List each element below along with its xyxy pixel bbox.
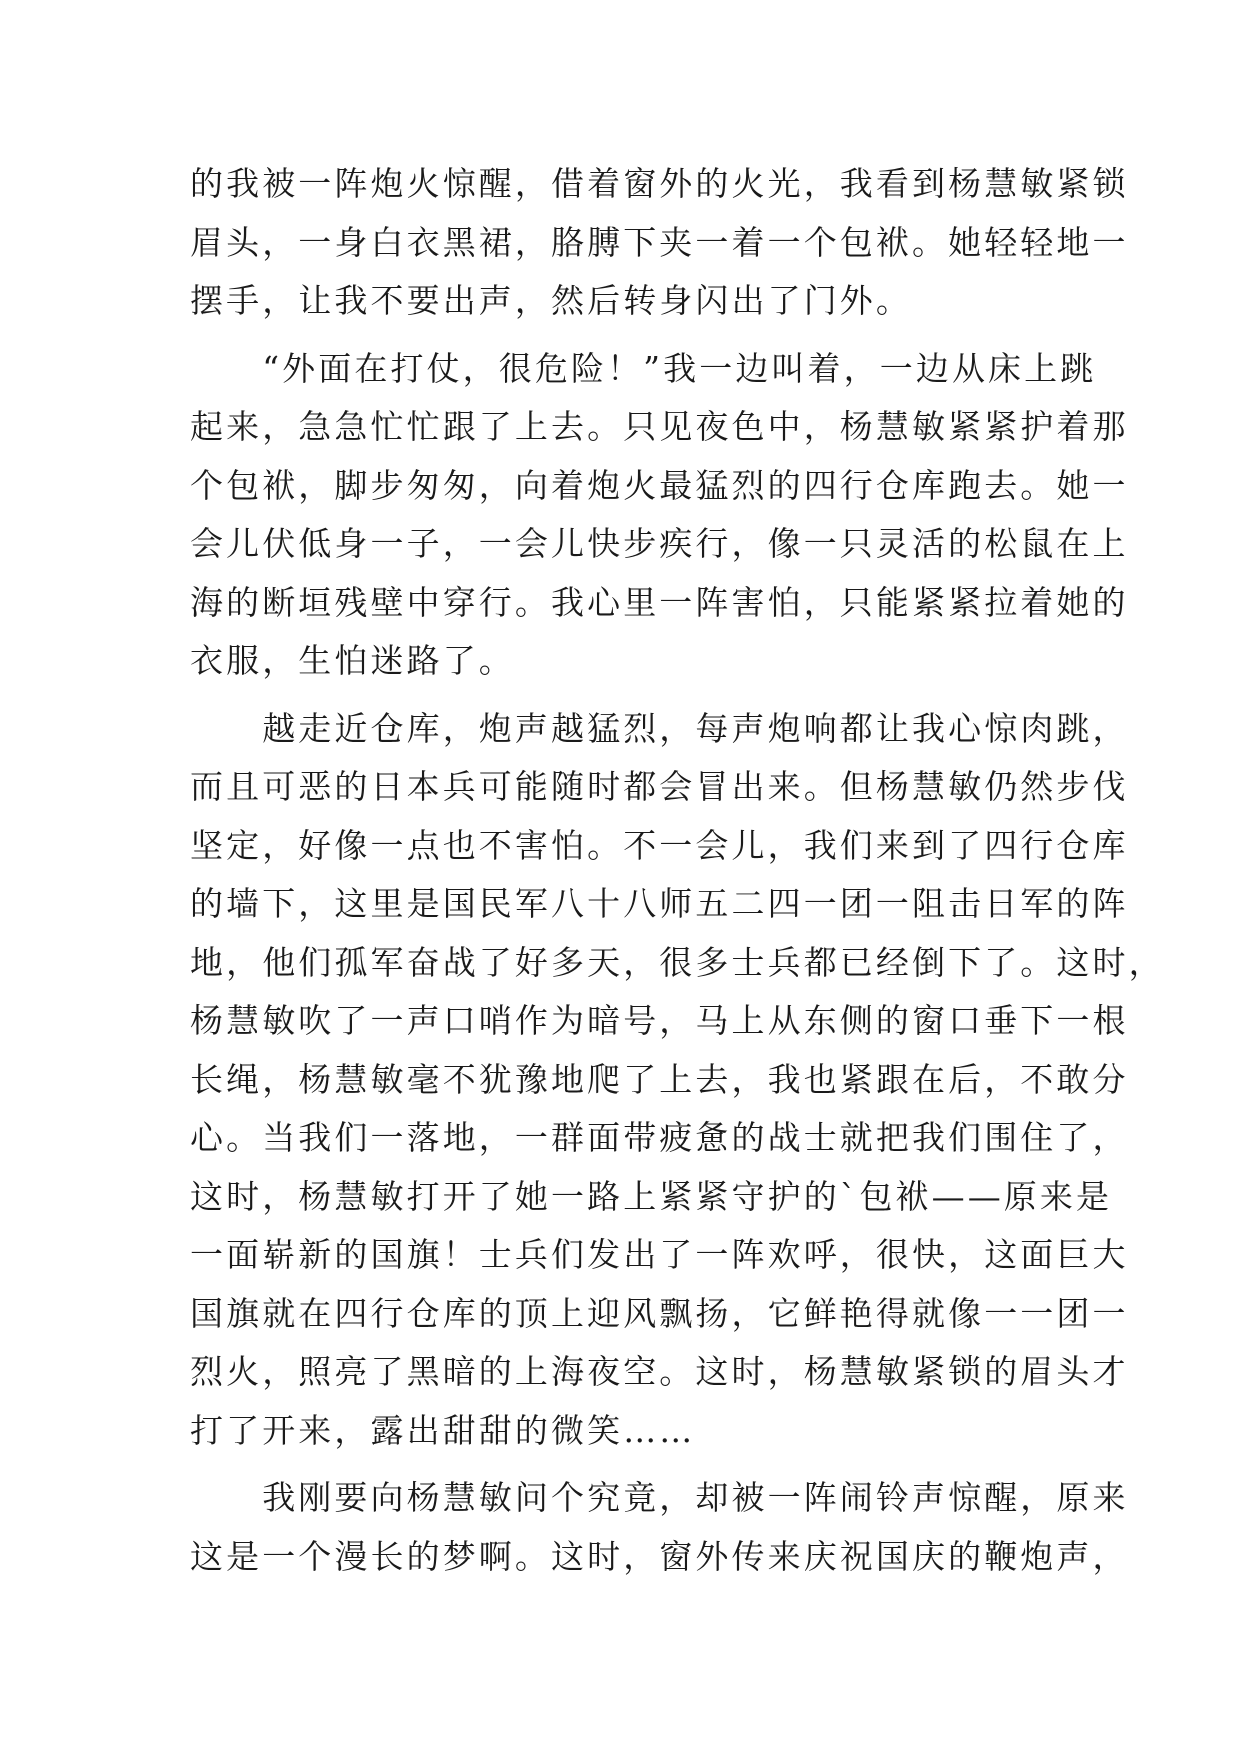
text-line: 这时，杨慧敏打开了她一路上紧紧守护的`包袱——原来是 xyxy=(190,1176,1113,1216)
text-line: 衣服，生怕迷路了。 xyxy=(190,641,515,680)
text-line: 杨慧敏吹了一声口哨作为暗号，马上从东侧的窗口垂下一根 xyxy=(190,1001,1129,1040)
text-line: 国旗就在四行仓库的顶上迎风飘扬，它鲜艳得就像一一团一 xyxy=(190,1293,1129,1333)
text-line: “外面在打仗，很危险！”我一边叫着，一边从床上跳 xyxy=(190,348,1097,388)
text-line: 起来，急急忙忙跟了上去。只见夜色中，杨慧敏紧紧护着那 xyxy=(190,407,1129,446)
paragraph-4 xyxy=(190,1469,1129,1586)
paragraph-1 xyxy=(190,155,1129,331)
text-line: 长绳，杨慧敏毫不犹豫地爬了上去，我也紧跟在后，不敢分 xyxy=(190,1059,1129,1099)
text-line: 的我被一阵炮火惊醒，借着窗外的火光，我看到杨慧敏紧锁 xyxy=(190,164,1129,203)
text-line: 海的断垣残壁中穿行。我心里一阵害怕，只能紧紧拉着她的 xyxy=(190,582,1129,622)
text-line: 地，他们孤军奋战了好多天，很多士兵都已经倒下了。这时， xyxy=(190,942,1165,982)
paragraph-3 xyxy=(190,700,1165,1461)
text-line: 越走近仓库，炮声越猛烈，每声炮响都让我心惊肉跳， xyxy=(190,708,1129,748)
text-line: 我刚要向杨慧敏问个究竟，却被一阵闹铃声惊醒，原来 xyxy=(190,1478,1129,1517)
text-line: 的墙下，这里是国民军八十八师五二四一团一阻击日军的阵 xyxy=(190,884,1129,923)
text-line: 个包袱，脚步匆匆，向着炮火最猛烈的四行仓库跑去。她一 xyxy=(190,465,1129,505)
paragraph-2 xyxy=(190,340,1129,691)
text-line: 会儿伏低身一子，一会儿快步疾行，像一只灵活的松鼠在上 xyxy=(190,524,1129,563)
text-line: 这是一个漫长的梦啊。这时，窗外传来庆祝国庆的鞭炮声， xyxy=(190,1536,1129,1576)
text-line: 一面崭新的国旗！士兵们发出了一阵欢呼，很快，这面巨大 xyxy=(190,1235,1129,1274)
text-line: 烈火，照亮了黑暗的上海夜空。这时，杨慧敏紧锁的眉头才 xyxy=(190,1352,1129,1391)
text-line: 打了开来，露出甜甜的微笑…… xyxy=(190,1410,696,1450)
document-body xyxy=(190,155,1165,1595)
text-line: 心。当我们一落地，一群面带疲惫的战士就把我们围住了， xyxy=(190,1118,1129,1157)
text-line: 眉头，一身白衣黑裙，胳膊下夹一着一个包袱。她轻轻地一 xyxy=(190,222,1129,262)
text-line: 摆手，让我不要出声，然后转身闪出了门外。 xyxy=(190,281,912,320)
text-line: 坚定，好像一点也不害怕。不一会儿，我们来到了四行仓库 xyxy=(190,825,1129,865)
text-line: 而且可恶的日本兵可能随时都会冒出来。但杨慧敏仍然步伐 xyxy=(190,767,1129,806)
